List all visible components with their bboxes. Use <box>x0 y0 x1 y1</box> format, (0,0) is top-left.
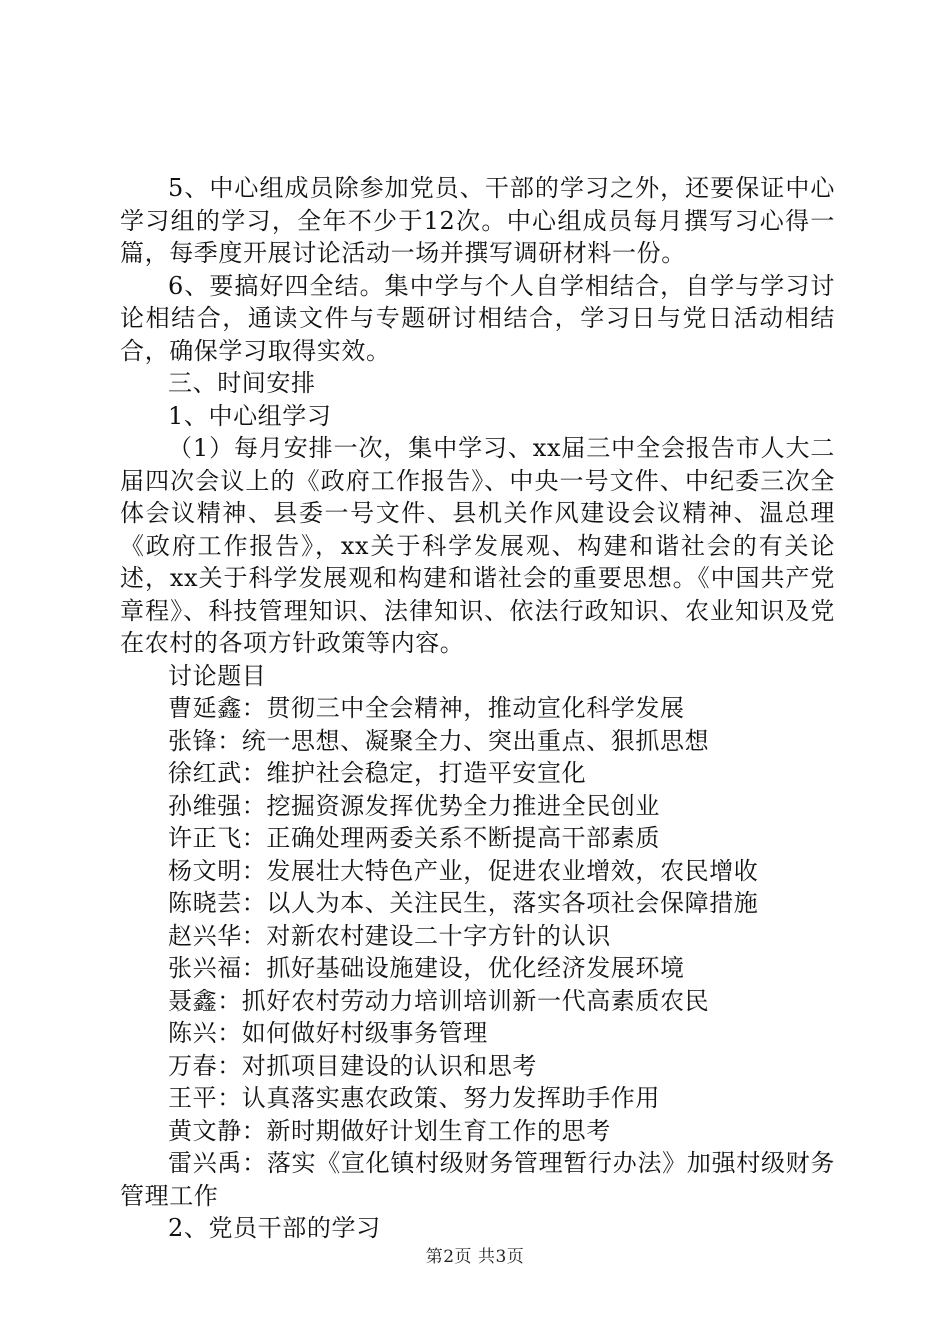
discussion-topic-item: 陈晓芸：以人为本、关注民生，落实各项社会保障措施 <box>168 889 759 917</box>
discussion-topic-item: 杨文明：发展壮大特色产业，促进农业增效，农民增收 <box>168 856 759 885</box>
discussion-topic-item: 张兴福：抓好基础设施建设，优化经济发展环境 <box>168 954 685 982</box>
discussion-topic-item: 孙维强：挖掘资源发挥优势全力推进全民创业 <box>168 791 660 820</box>
discussion-topic-item: 聂鑫：抓好农村劳动力培训培训新一代高素质农民 <box>168 986 710 1015</box>
discussion-topic-item: 万春：对抓项目建设的认识和思考 <box>168 1051 537 1080</box>
discussion-topic-item: 徐红武：维护社会稳定，打造平安宣化 <box>168 759 587 787</box>
section-heading-schedule: 三、时间安排 <box>168 369 316 397</box>
document-body <box>120 172 835 1245</box>
discussion-topic-item: 雷兴禹：落实《宣化镇村级财务管理暂行办法》加强村级财务管理工作 <box>120 1149 835 1210</box>
subsection-heading-party-members: 2、党员干部的学习 <box>168 1214 381 1242</box>
discussion-topic-item: 陈兴：如何做好村级事务管理 <box>168 1019 488 1047</box>
discussion-topic-item: 黄文静：新时期做好计划生育工作的思考 <box>168 1116 611 1145</box>
paragraph-item-6: 6、要搞好四全结。集中学与个人自学相结合，自学与学习讨论相结合，通读文件与专题研讨相结合，学习日与党日活动相结合，确保学习取得实效。 <box>120 271 835 365</box>
discussion-topics-heading: 讨论题目 <box>168 661 267 690</box>
subsection-heading-central-group: 1、中心组学习 <box>168 401 332 430</box>
page-number-footer: 第2页 共3页 <box>425 1247 525 1267</box>
discussion-topic-item: 王平：认真落实惠农政策、努力发挥助手作用 <box>168 1084 660 1112</box>
discussion-topic-item: 赵兴华：对新农村建设二十字方针的认识 <box>168 921 611 950</box>
discussion-topic-item: 张锋：统一思想、凝聚全力、突出重点、狠抓思想 <box>168 726 710 755</box>
paragraph-study-content: （1）每月安排一次，集中学习、xx届三中全会报告市人大二届四次会议上的《政府工作报告》、中央一号文件、中纪委三次全体会议精神、县委一号文件、县机关作风建设会议精神、温总理《政府工作报告》，xx关于科学发展观、构建和谐社会的有关论述，xx关于科学发展观和构建和谐社会的重要思想。《中国共产党章程》、科技管理知识、法律知识、依法行政知识、农业知识及党在农村的各项方针政策等内容。 <box>120 434 835 657</box>
discussion-topic-item: 曹延鑫：贯彻三中全会精神，推动宣化科学发展 <box>168 694 685 722</box>
paragraph-item-5: 5、中心组成员除参加党员、干部的学习之外，还要保证中心学习组的学习，全年不少于12次。中心组成员每月撰写习心得一篇，每季度开展讨论活动一场并撰写调研材料一份。 <box>120 174 835 267</box>
discussion-topic-item: 许正飞：正确处理两委关系不断提高干部素质 <box>168 824 660 852</box>
